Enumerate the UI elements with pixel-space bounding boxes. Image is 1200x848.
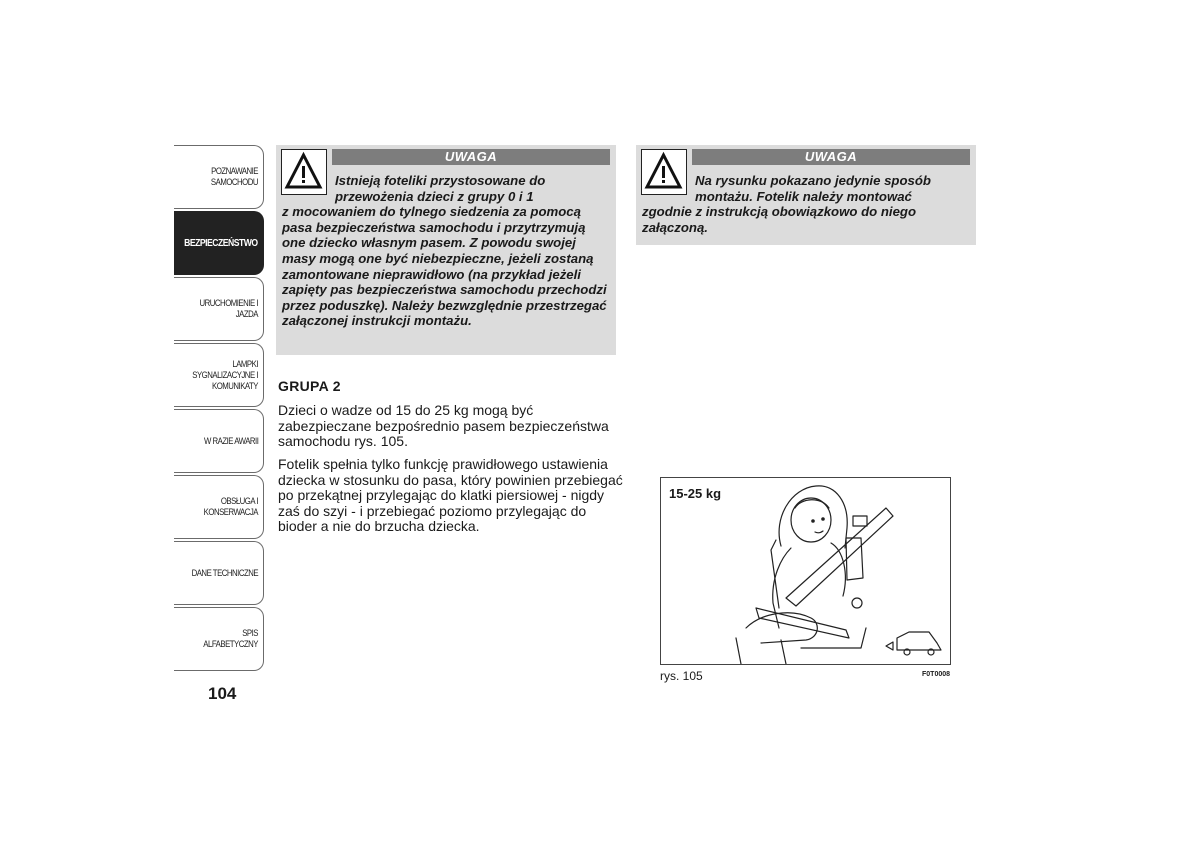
figure-weight-label: 15-25 kg [669,486,722,501]
warning-triangle-icon [641,149,687,195]
warning-text: zgodnie z instrukcją obowiązkowo do niego załączoną. [642,204,917,235]
warning-lead: Na rysunku pokazano jedynie sposób montażu. Fotelik należy montować [695,173,931,204]
tab-w-razie-awarii[interactable] [174,409,264,473]
tab-label: LAMPKI SYGNALIZACYJNE I KOMUNIKATY [192,358,258,392]
tab-label: POZNAWANIE SAMOCHODU [210,166,258,188]
page-number: 104 [208,684,237,703]
warning-box-left [276,145,616,355]
figure-caption: rys. 105 [660,669,703,683]
section-title: GRUPA 2 [278,378,341,394]
tab-label: OBSŁUGA I KONSERWACJA [203,496,258,518]
tab-spis-alfabetyczny[interactable] [174,607,264,671]
paragraph: Fotelik spełnia tylko funkcję prawidłowego ustawienia dziecka w stosunku do pasa, który powinien przebiegać po przekątnej przylegając do klatki piersiowej - nigdy zaś do szyi - i przebiegać poziomo przylegając do bioder a nie do brzucha dziecka. [278,456,623,534]
warning-text: z mocowaniem do tylnego siedzenia za pomocą pasa bezpieczeństwa samochodu i przytrzymują one dziecko własnym pasem. Z powodu swojej masy mogą one być niebezpieczne, jeżeli zostaną zamontowane nieprawidłowo (na przykład jeżeli zapięty pas bezpieczeństwa samochodu przechodzi przez poduszkę). Należy bezwzględnie przestrzegać załączonej instrukcji montażu. [282,204,607,329]
tab-label: URUCHOMIENIE I JAZDA [199,298,258,320]
tab-uruchomienie-i-jazda[interactable] [174,277,264,341]
warning-box-right [636,145,976,245]
chapter-tabs [174,145,264,673]
figure-child-seat [660,477,951,665]
tab-label: W RAZIE AWARII [203,435,258,447]
tab-label: DANE TECHNICZNE [191,567,258,579]
warning-lead: Istnieją foteliki przystosowane do przewożenia dzieci z grupy 0 i 1 [335,173,546,204]
tab-label: BEZPIECZEŃSTWO [184,236,258,249]
tab-poznawanie-samochodu[interactable] [174,145,264,209]
tab-label: SPIS ALFABETYCZNY [203,628,258,650]
warning-heading: UWAGA [332,149,610,165]
warning-triangle-icon [281,149,327,195]
warning-heading: UWAGA [692,149,970,165]
tab-obsluga-i-konserwacja[interactable] [174,475,264,539]
tab-lampki-sygnalizacyjne[interactable] [174,343,264,407]
paragraph: Dzieci o wadze od 15 do 25 kg mogą być zabezpieczane bezpośrednio pasem bezpieczeństwa samochodu rys. 105. [278,402,609,449]
child-seat-illustration [661,478,950,664]
tab-dane-techniczne[interactable] [174,541,264,605]
tab-bezpieczenstwo[interactable] [174,211,264,275]
figure-code: F0T0008 [922,671,951,678]
